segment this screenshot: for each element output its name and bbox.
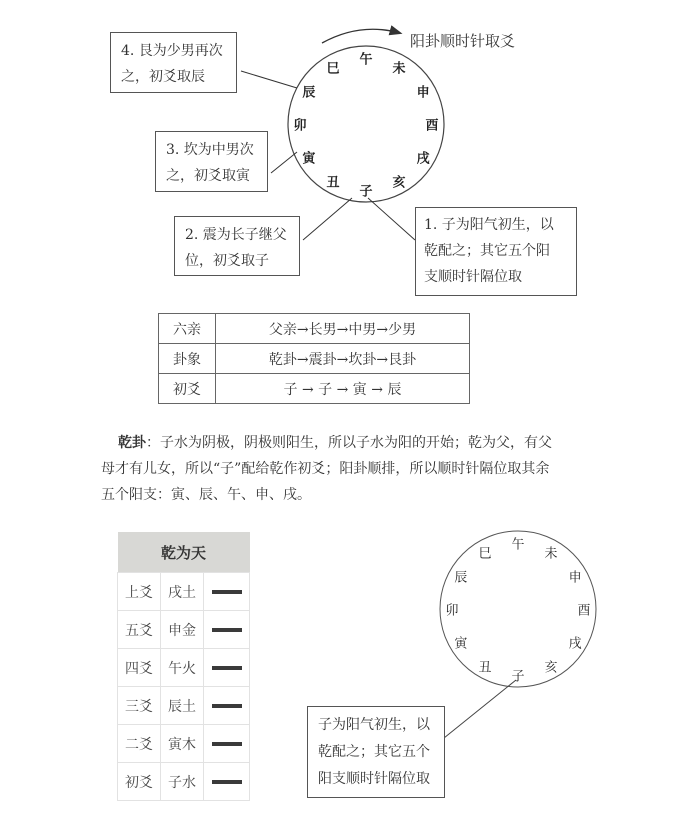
hexagram-table	[117, 532, 250, 801]
top-branch-1: 未	[392, 61, 406, 77]
top-branch-5: 亥	[392, 175, 406, 191]
top-branch-3: 酉	[425, 118, 439, 134]
top-branch-10: 辰	[302, 85, 316, 101]
top-zodiac-circle	[288, 46, 444, 202]
table-row	[118, 763, 250, 801]
bottom-branch-0: 午	[511, 537, 525, 553]
yao-branch: 戌土	[161, 573, 204, 611]
yao-position: 上爻	[118, 573, 161, 611]
bottom-branch-10: 辰	[454, 570, 468, 586]
callout-3	[155, 131, 268, 192]
yao-branch: 子水	[161, 763, 204, 801]
leader-line-1	[368, 198, 415, 240]
clockwise-label: 阳卦顺时针取爻	[410, 32, 516, 50]
callout-4	[110, 32, 237, 93]
yao-position: 三爻	[118, 687, 161, 725]
table-row	[159, 344, 470, 374]
top-branch-7: 丑	[326, 175, 340, 191]
callout-bottom-line2: 乾配之；其它五个	[318, 744, 430, 760]
table-row	[118, 725, 250, 763]
explanation-paragraph	[101, 430, 658, 508]
yao-branch: 午火	[161, 649, 204, 687]
table-row	[159, 314, 470, 344]
callout-1	[415, 207, 577, 296]
top-branch-8: 寅	[302, 151, 316, 167]
top-branch-6: 子	[359, 184, 373, 200]
yao-position: 四爻	[118, 649, 161, 687]
callout-bottom-line1: 子为阳气初生，以	[318, 717, 430, 733]
callout-4-line1: 4. 艮为少男再次	[121, 43, 223, 59]
bottom-zodiac-circle	[440, 531, 596, 687]
yao-position: 初爻	[118, 763, 161, 801]
callout-2-line1: 2. 震为长子继父	[185, 227, 287, 243]
row-key: 初爻	[159, 374, 216, 404]
table-row	[118, 687, 250, 725]
top-branch-9: 卯	[293, 118, 307, 134]
paragraph-line-2: 母才有儿女，所以“子”配给乾作初爻；阳卦顺排，所以顺时针隔位取其余	[101, 461, 550, 477]
bottom-branch-2: 申	[568, 570, 582, 586]
bottom-branch-11: 巳	[478, 546, 492, 562]
callout-3-line1: 3. 坎为中男次	[166, 142, 254, 158]
callout-1-line2: 乾配之；其它五个阳	[424, 243, 550, 259]
bottom-branch-9: 卯	[445, 603, 459, 619]
callout-2-line2: 位，初爻取子	[185, 253, 269, 269]
row-key: 卦象	[159, 344, 216, 374]
bottom-branch-1: 未	[544, 546, 558, 562]
top-branch-11: 巳	[326, 61, 340, 77]
table-row	[118, 611, 250, 649]
callout-bottom-line3: 阳支顺时针隔位取	[318, 771, 430, 787]
hexagram-title: 乾为天	[118, 532, 250, 573]
table-row	[118, 649, 250, 687]
table-row	[118, 573, 250, 611]
row-value: 父亲→长男→中男→少男	[216, 314, 470, 344]
paragraph-lead: 乾卦	[118, 435, 146, 451]
paragraph-line-3: 五个阳支：寅、辰、午、申、戌。	[101, 487, 311, 503]
callout-4-line2: 之，初爻取辰	[121, 69, 205, 85]
callout-bottom	[307, 706, 445, 798]
bottom-branch-7: 丑	[478, 660, 492, 676]
row-value: 乾卦→震卦→坎卦→艮卦	[216, 344, 470, 374]
bottom-branch-5: 亥	[544, 660, 558, 676]
yao-position: 五爻	[118, 611, 161, 649]
top-branch-0: 午	[359, 52, 373, 68]
leader-line-3	[271, 152, 297, 173]
callout-1-line3: 支顺时针隔位取	[424, 269, 522, 285]
relation-table	[158, 313, 470, 404]
row-value: 子 → 子 → 寅 → 辰	[216, 374, 470, 404]
bottom-branch-3: 酉	[577, 603, 591, 619]
bottom-branch-6: 子	[511, 669, 525, 685]
leader-line-bottom	[444, 680, 516, 738]
bottom-branch-4: 戌	[568, 636, 582, 652]
yang-line-icon	[204, 573, 250, 611]
top-branch-2: 申	[416, 85, 430, 101]
callout-3-line2: 之，初爻取寅	[166, 168, 250, 184]
yao-position: 二爻	[118, 725, 161, 763]
yao-branch: 辰土	[161, 687, 204, 725]
yao-branch: 寅木	[161, 725, 204, 763]
yang-line-icon	[204, 725, 250, 763]
clockwise-arrow-icon	[322, 29, 400, 43]
yang-line-icon	[204, 611, 250, 649]
yang-line-icon	[204, 649, 250, 687]
callout-1-line1: 1. 子为阳气初生，以	[424, 217, 554, 233]
paragraph-line-1	[118, 430, 658, 456]
yang-line-icon	[204, 763, 250, 801]
top-branch-4: 戌	[416, 151, 430, 167]
leader-line-4	[241, 71, 297, 88]
leader-line-2	[303, 198, 352, 240]
table-row	[159, 374, 470, 404]
row-key: 六亲	[159, 314, 216, 344]
paragraph-text-1: ：子水为阴极，阴极则阳生，所以子水为阳的开始；乾为父，有父	[146, 435, 552, 451]
callout-2	[174, 216, 300, 276]
yao-branch: 申金	[161, 611, 204, 649]
bottom-branch-8: 寅	[454, 636, 468, 652]
yang-line-icon	[204, 687, 250, 725]
